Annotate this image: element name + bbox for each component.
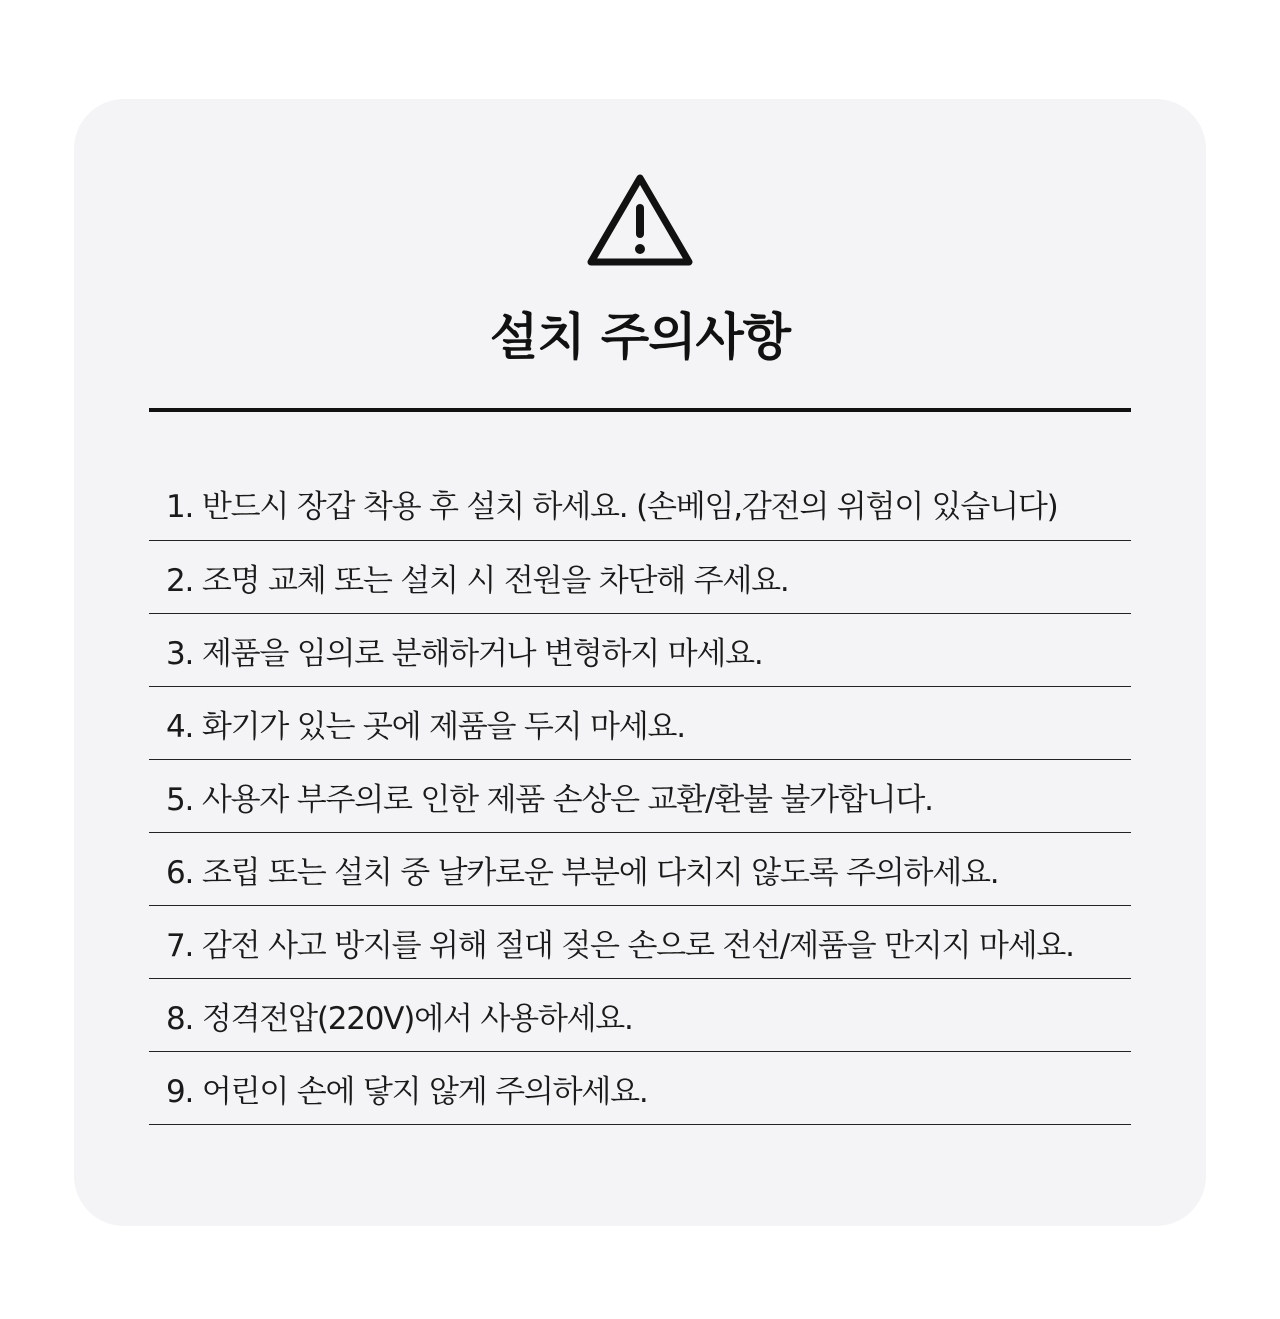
notice-item-8: 8. 정격전압(220V)에서 사용하세요. — [149, 979, 1131, 1052]
title-divider — [149, 408, 1131, 412]
page-title: 설치 주의사항 — [489, 308, 791, 366]
notice-item-7: 7. 감전 사고 방지를 위해 절대 젖은 손으로 전선/제품을 만지지 마세요. — [149, 906, 1131, 979]
notice-item-1: 1. 반드시 장갑 착용 후 설치 하세요. (손베임,감전의 위험이 있습니다) — [149, 466, 1131, 541]
notice-item-9: 9. 어린이 손에 닿지 않게 주의하세요. — [149, 1052, 1131, 1125]
notice-item-6: 6. 조립 또는 설치 중 날카로운 부분에 다치지 않도록 주의하세요. — [149, 833, 1131, 906]
notice-item-3: 3. 제품을 임의로 분해하거나 변형하지 마세요. — [149, 614, 1131, 687]
notice-item-5: 5. 사용자 부주의로 인한 제품 손상은 교환/환불 불가합니다. — [149, 760, 1131, 833]
warning-triangle-icon — [586, 172, 694, 270]
notice-list — [149, 466, 1131, 1125]
notice-item-2: 2. 조명 교체 또는 설치 시 전원을 차단해 주세요. — [149, 541, 1131, 614]
notice-item-4: 4. 화기가 있는 곳에 제품을 두지 마세요. — [149, 687, 1131, 760]
